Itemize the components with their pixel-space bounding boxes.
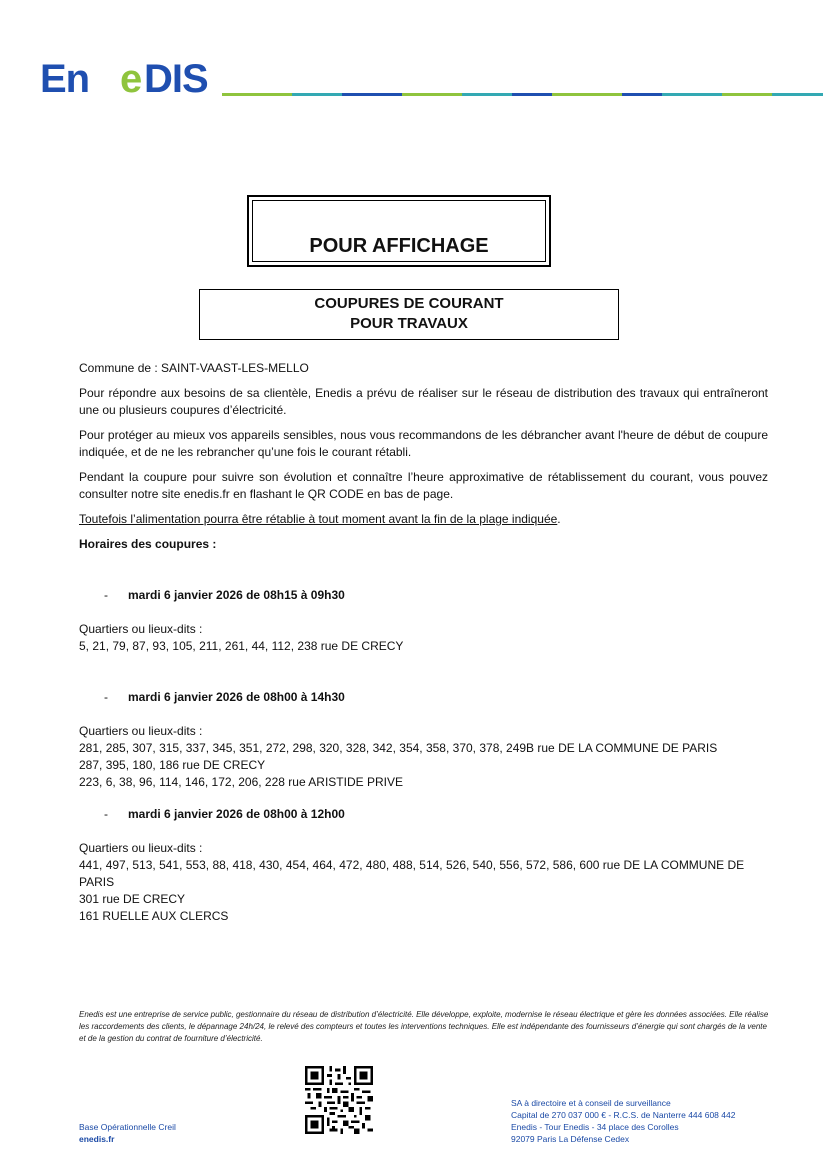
- slot-line: 5, 21, 79, 87, 93, 105, 211, 261, 44, 112, 238 rue DE CRECY: [79, 639, 404, 653]
- slot-label: Quartiers ou lieux-dits :: [79, 841, 203, 855]
- paragraph-2: Pour protéger au mieux vos appareils sensibles, nous vous recommandons de les débrancher avant l'heure de début de coupure indiquée, et de ne les rebrancher qu’une fois le courant rétabli.: [79, 428, 768, 459]
- paragraph-4-end: .: [557, 512, 561, 526]
- slot-dash: -: [104, 690, 108, 704]
- subtitle-line-1: COUPURES DE COURANT: [314, 295, 504, 312]
- horaires-heading: Horaires des coupures :: [79, 537, 217, 551]
- slot-date: mardi 6 janvier 2026 de 08h15 à 09h30: [128, 588, 345, 602]
- slot-label: Quartiers ou lieux-dits :: [79, 724, 203, 738]
- slot-date: mardi 6 janvier 2026 de 08h00 à 14h30: [128, 690, 345, 704]
- footer-site-link[interactable]: enedis.fr: [79, 1134, 115, 1144]
- title-box: [247, 195, 551, 267]
- svg-text:e: e: [120, 58, 143, 98]
- outage-slot-1: [79, 587, 779, 655]
- paragraph-4: [79, 511, 768, 528]
- outage-slot-2: [79, 689, 779, 791]
- slot-line: 301 rue DE CRECY: [79, 892, 186, 906]
- subtitle-line-2: POUR TRAVAUX: [350, 315, 468, 332]
- paragraph-3: Pendant la coupure pour suivre son évolution et connaître l’heure approximative de rétablissement du courant, vous pouvez consulter notre site enedis.fr en flashant le QR CODE en bas de page.: [79, 470, 768, 501]
- footer-legal-line-1: SA à directoire et à conseil de surveillance: [511, 1098, 671, 1108]
- underlined-warning: Toutefois l’alimentation pourra être rétablie à tout moment avant la fin de la plage indiquée: [79, 512, 558, 526]
- slot-line: 287, 395, 180, 186 rue DE CRECY: [79, 758, 266, 772]
- footer-legal-line-4: 92079 Paris La Défense Cedex: [511, 1134, 630, 1144]
- footer-left: [79, 1121, 176, 1145]
- footer-base-name: Base Opérationnelle Creil: [79, 1122, 176, 1132]
- qr-code-icon[interactable]: [305, 1066, 373, 1134]
- slot-date: mardi 6 janvier 2026 de 08h00 à 12h00: [128, 807, 345, 821]
- intro-text: [79, 385, 768, 536]
- paragraph-1: Pour répondre aux besoins de sa clientèle, Enedis a prévu de réaliser sur le réseau de distribution des travaux qui entraîneront une ou plusieurs coupures d’électricité.: [79, 386, 768, 417]
- enedis-logo: [40, 58, 216, 98]
- header-rule: [222, 93, 823, 96]
- slot-body: [79, 723, 779, 791]
- slot-line: 441, 497, 513, 541, 553, 88, 418, 430, 454, 464, 472, 480, 488, 514, 526, 540, 556, 572, 586, 600 rue DE LA COMMUNE DE: [79, 858, 745, 872]
- footer-disclaimer: Enedis est une entreprise de service public, gestionnaire du réseau de distribution d’électricité. Elle développe, exploite, modernise le réseau électrique et gère les données associées. Elle réalise les raccordements des clients, le dépannage 24h/24, le relevé des compteurs et toutes les interventions techniques. Elle est indépendante des fournisseurs d’énergie qui sont chargés de la vente et de la gestion du contrat de fourniture d’électricité.: [79, 1010, 769, 1043]
- slot-line: PARIS: [79, 875, 115, 889]
- slot-label: Quartiers ou lieux-dits :: [79, 622, 203, 636]
- notice-title: POUR AFFICHAGE: [309, 235, 489, 257]
- slot-line: 161 RUELLE AUX CLERCS: [79, 909, 229, 923]
- slot-dash: -: [104, 807, 108, 821]
- footer-legal: [511, 1097, 735, 1145]
- svg-text:En: En: [40, 58, 90, 98]
- footer-legal-line-3: Enedis - Tour Enedis - 34 place des Corolles: [511, 1122, 679, 1132]
- slot-header: [79, 689, 779, 706]
- slot-body: [79, 621, 779, 655]
- slot-line: 281, 285, 307, 315, 337, 345, 351, 272, 298, 320, 328, 342, 354, 358, 370, 378, 249B rue DE LA COMMUNE DE PARIS: [79, 741, 718, 755]
- footer-legal-line-2: Capital de 270 037 000 € - R.C.S. de Nanterre 444 608 442: [511, 1110, 736, 1120]
- outage-slot-3: [79, 806, 779, 925]
- slot-body: [79, 840, 779, 925]
- slot-header: [79, 587, 779, 604]
- slot-dash: -: [104, 588, 108, 602]
- svg-text:DIS: DIS: [144, 58, 208, 98]
- subtitle-box: [199, 289, 619, 340]
- commune-line: Commune de : SAINT-VAAST-LES-MELLO: [79, 361, 309, 375]
- slot-header: [79, 806, 779, 823]
- slot-line: 223, 6, 38, 96, 114, 146, 172, 206, 228 rue ARISTIDE PRIVE: [79, 775, 403, 789]
